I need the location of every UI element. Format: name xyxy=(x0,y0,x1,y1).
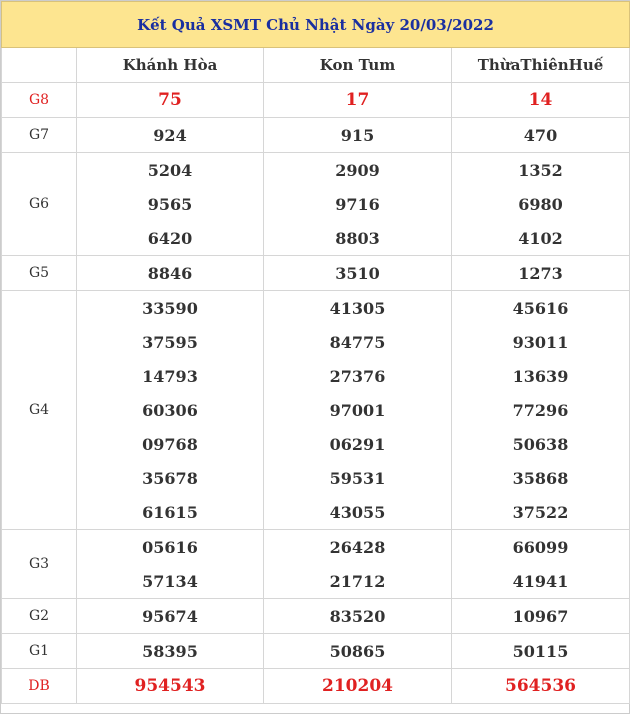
prize-row-g7 xyxy=(2,118,630,153)
prize-label: G3 xyxy=(2,530,77,599)
prize-row-g5 xyxy=(2,256,630,291)
result-number: 66099 xyxy=(452,530,630,565)
result-number: 924 xyxy=(77,118,264,153)
prize-row-db xyxy=(2,669,630,704)
result-number: 61615 xyxy=(77,495,264,530)
result-number: 06291 xyxy=(264,427,452,461)
prize-row-g6 xyxy=(2,153,630,188)
result-number: 3510 xyxy=(264,256,452,291)
result-number: 41941 xyxy=(452,564,630,599)
result-number: 37522 xyxy=(452,495,630,530)
prize-row-g8 xyxy=(2,83,630,118)
prize-row-g6 xyxy=(2,221,630,256)
result-number: 50115 xyxy=(452,634,630,669)
result-number: 35868 xyxy=(452,461,630,495)
result-number: 470 xyxy=(452,118,630,153)
header-row xyxy=(2,48,630,83)
result-number: 93011 xyxy=(452,325,630,359)
table-title: Kết Quả XSMT Chủ Nhật Ngày 20/03/2022 xyxy=(2,2,630,48)
prize-label: DB xyxy=(2,669,77,704)
result-number: 50638 xyxy=(452,427,630,461)
result-number: 13639 xyxy=(452,359,630,393)
result-number: 1352 xyxy=(452,153,630,188)
result-number: 45616 xyxy=(452,291,630,326)
result-number: 58395 xyxy=(77,634,264,669)
special-prize-number: 564536 xyxy=(452,669,630,704)
result-number: 6980 xyxy=(452,187,630,221)
prize-row-g4 xyxy=(2,359,630,393)
result-number: 8846 xyxy=(77,256,264,291)
result-number: 2909 xyxy=(264,153,452,188)
prize-row-g6 xyxy=(2,187,630,221)
prize-row-g4 xyxy=(2,393,630,427)
result-number: 43055 xyxy=(264,495,452,530)
result-number: 75 xyxy=(77,83,264,118)
result-number: 9565 xyxy=(77,187,264,221)
result-number: 50865 xyxy=(264,634,452,669)
result-number: 59531 xyxy=(264,461,452,495)
result-number: 5204 xyxy=(77,153,264,188)
result-number: 14 xyxy=(452,83,630,118)
result-number: 84775 xyxy=(264,325,452,359)
prize-label: G7 xyxy=(2,118,77,153)
prize-label: G2 xyxy=(2,599,77,634)
prize-row-g4 xyxy=(2,291,630,326)
result-number: 33590 xyxy=(77,291,264,326)
result-number: 97001 xyxy=(264,393,452,427)
special-prize-number: 954543 xyxy=(77,669,264,704)
result-number: 27376 xyxy=(264,359,452,393)
prize-row-g1 xyxy=(2,634,630,669)
result-number: 9716 xyxy=(264,187,452,221)
prize-row-g4 xyxy=(2,461,630,495)
result-number: 77296 xyxy=(452,393,630,427)
result-number: 60306 xyxy=(77,393,264,427)
result-number: 1273 xyxy=(452,256,630,291)
result-number: 57134 xyxy=(77,564,264,599)
prize-row-g4 xyxy=(2,325,630,359)
result-number: 35678 xyxy=(77,461,264,495)
special-prize-number: 210204 xyxy=(264,669,452,704)
result-number: 37595 xyxy=(77,325,264,359)
result-number: 21712 xyxy=(264,564,452,599)
result-number: 26428 xyxy=(264,530,452,565)
prize-label: G8 xyxy=(2,83,77,118)
result-number: 6420 xyxy=(77,221,264,256)
result-number: 83520 xyxy=(264,599,452,634)
prize-row-g2 xyxy=(2,599,630,634)
results-table xyxy=(1,1,630,704)
prize-row-g4 xyxy=(2,427,630,461)
result-number: 14793 xyxy=(77,359,264,393)
result-number: 05616 xyxy=(77,530,264,565)
result-number: 10967 xyxy=(452,599,630,634)
header-empty-cell xyxy=(2,48,77,83)
result-number: 17 xyxy=(264,83,452,118)
province-header: ThừaThiênHuế xyxy=(452,48,630,83)
province-header: Kon Tum xyxy=(264,48,452,83)
prize-label: G5 xyxy=(2,256,77,291)
result-number: 915 xyxy=(264,118,452,153)
prize-label: G6 xyxy=(2,153,77,256)
prize-row-g3 xyxy=(2,530,630,565)
province-header: Khánh Hòa xyxy=(77,48,264,83)
prize-label: G4 xyxy=(2,291,77,530)
result-number: 09768 xyxy=(77,427,264,461)
prize-row-g4 xyxy=(2,495,630,530)
prize-label: G1 xyxy=(2,634,77,669)
prize-row-g3 xyxy=(2,564,630,599)
result-number: 41305 xyxy=(264,291,452,326)
result-number: 95674 xyxy=(77,599,264,634)
result-number: 8803 xyxy=(264,221,452,256)
result-number: 4102 xyxy=(452,221,630,256)
